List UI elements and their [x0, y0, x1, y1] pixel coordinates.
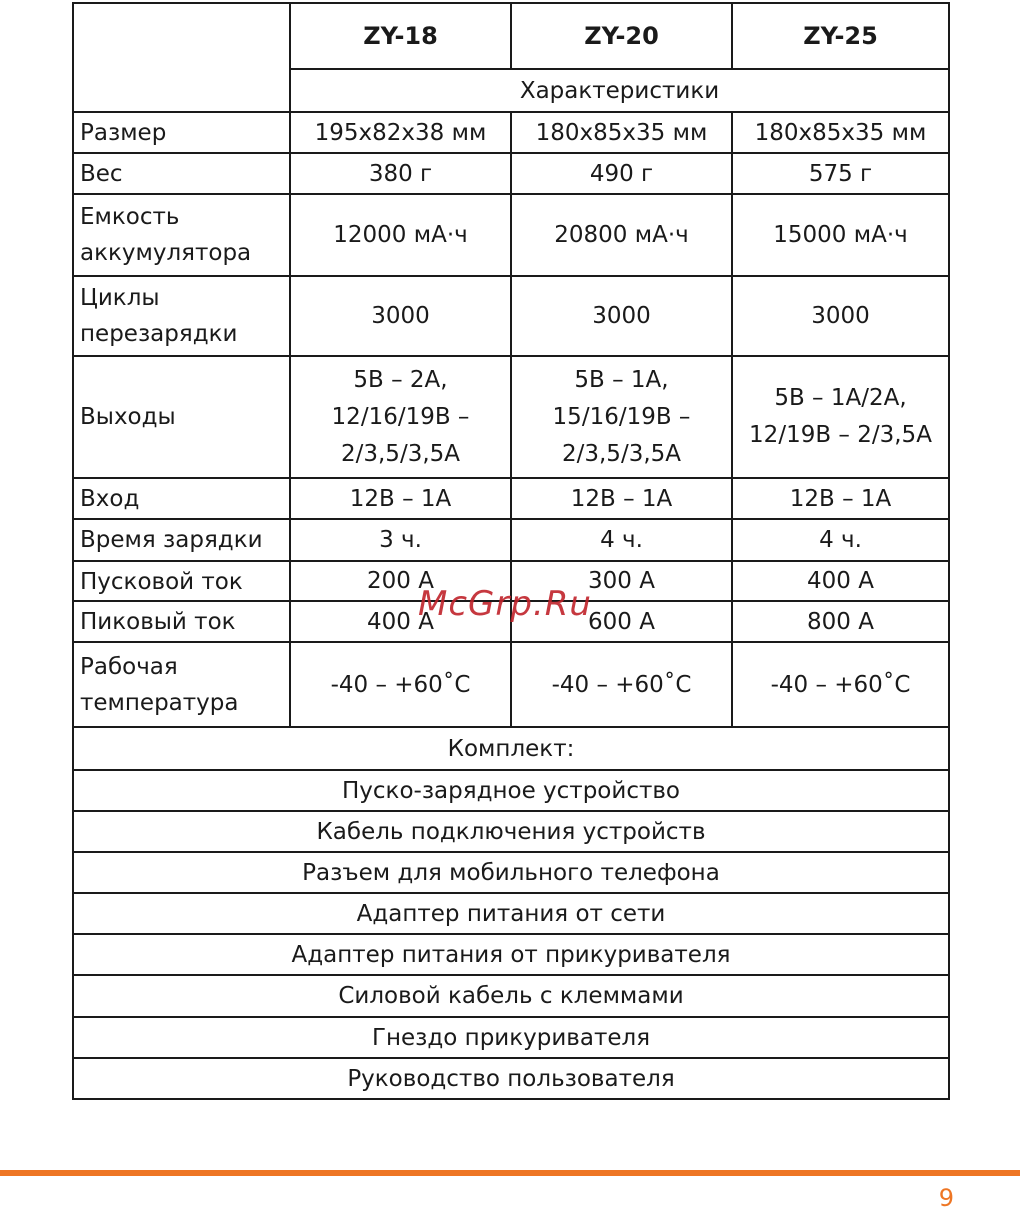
row-value: 380 г	[290, 153, 511, 194]
kit-item: Адаптер питания от прикуривателя	[73, 934, 949, 975]
row-value: 5В – 1А, 15/16/19В – 2/3,5/3,5А	[511, 356, 732, 478]
table-row	[73, 519, 949, 561]
list-item	[73, 1058, 949, 1099]
row-value: 12000 мА·ч	[290, 194, 511, 276]
row-value: 15000 мА·ч	[732, 194, 949, 276]
row-label-outputs: Выходы	[73, 356, 290, 478]
footer-divider	[0, 1170, 1020, 1176]
page-number: 9	[938, 1184, 954, 1212]
specifications-table	[72, 2, 950, 1100]
kit-item: Силовой кабель с клеммами	[73, 975, 949, 1017]
kit-item: Пуско-зарядное устройство	[73, 770, 949, 811]
row-value: 600 А	[511, 601, 732, 642]
row-value: 490 г	[511, 153, 732, 194]
kit-header-row	[73, 727, 949, 770]
table-row	[73, 276, 949, 356]
row-value: -40 – +60˚С	[290, 642, 511, 727]
model-zy25: ZY-25	[732, 3, 949, 69]
row-label-size: Размер	[73, 112, 290, 153]
empty-corner-cell	[73, 3, 290, 112]
row-label-capacity: Емкость аккумулятора	[73, 194, 290, 276]
list-item	[73, 893, 949, 934]
row-value: 12В – 1А	[511, 478, 732, 519]
model-zy20: ZY-20	[511, 3, 732, 69]
list-item	[73, 811, 949, 852]
row-value: 195x82x38 мм	[290, 112, 511, 153]
row-value: 3000	[732, 276, 949, 356]
row-label-weight: Вес	[73, 153, 290, 194]
row-value: 575 г	[732, 153, 949, 194]
row-value: 200 А	[290, 561, 511, 601]
row-value: 3000	[511, 276, 732, 356]
kit-item: Гнездо прикуривателя	[73, 1017, 949, 1058]
row-value: 180x85x35 мм	[732, 112, 949, 153]
row-label-cycles: Циклы перезарядки	[73, 276, 290, 356]
row-label-peak-current: Пиковый ток	[73, 601, 290, 642]
row-value: 800 А	[732, 601, 949, 642]
watermark: McGrp.Ru	[418, 584, 592, 624]
model-zy18: ZY-18	[290, 3, 511, 69]
kit-item: Адаптер питания от сети	[73, 893, 949, 934]
row-value: 5В – 2А, 12/16/19В – 2/3,5/3,5А	[290, 356, 511, 478]
row-value: 3000	[290, 276, 511, 356]
table-row	[73, 642, 949, 727]
model-header-row	[73, 3, 949, 69]
row-value: -40 – +60˚С	[732, 642, 949, 727]
row-value: -40 – +60˚С	[511, 642, 732, 727]
kit-item: Разъем для мобильного телефона	[73, 852, 949, 893]
list-item	[73, 1017, 949, 1058]
row-value: 12В – 1А	[732, 478, 949, 519]
list-item	[73, 770, 949, 811]
row-value: 180x85x35 мм	[511, 112, 732, 153]
row-label-starting-current: Пусковой ток	[73, 561, 290, 601]
table-row	[73, 356, 949, 478]
row-label-input: Вход	[73, 478, 290, 519]
list-item	[73, 852, 949, 893]
row-value: 4 ч.	[732, 519, 949, 561]
table-row	[73, 112, 949, 153]
row-label-temperature: Рабочая температура	[73, 642, 290, 727]
kit-item: Кабель подключения устройств	[73, 811, 949, 852]
row-value: 5В – 1А/2А, 12/19В – 2/3,5А	[732, 356, 949, 478]
row-label-charge-time: Время зарядки	[73, 519, 290, 561]
row-value: 4 ч.	[511, 519, 732, 561]
list-item	[73, 975, 949, 1017]
row-value: 400 А	[290, 601, 511, 642]
characteristics-header: Характеристики	[290, 69, 949, 112]
list-item	[73, 934, 949, 975]
kit-item: Руководство пользователя	[73, 1058, 949, 1099]
table-row	[73, 194, 949, 276]
row-value: 300 А	[511, 561, 732, 601]
row-value: 20800 мА·ч	[511, 194, 732, 276]
table-row	[73, 478, 949, 519]
kit-header: Комплект:	[73, 727, 949, 770]
row-value: 400 А	[732, 561, 949, 601]
table-row	[73, 153, 949, 194]
row-value: 3 ч.	[290, 519, 511, 561]
row-value: 12В – 1А	[290, 478, 511, 519]
